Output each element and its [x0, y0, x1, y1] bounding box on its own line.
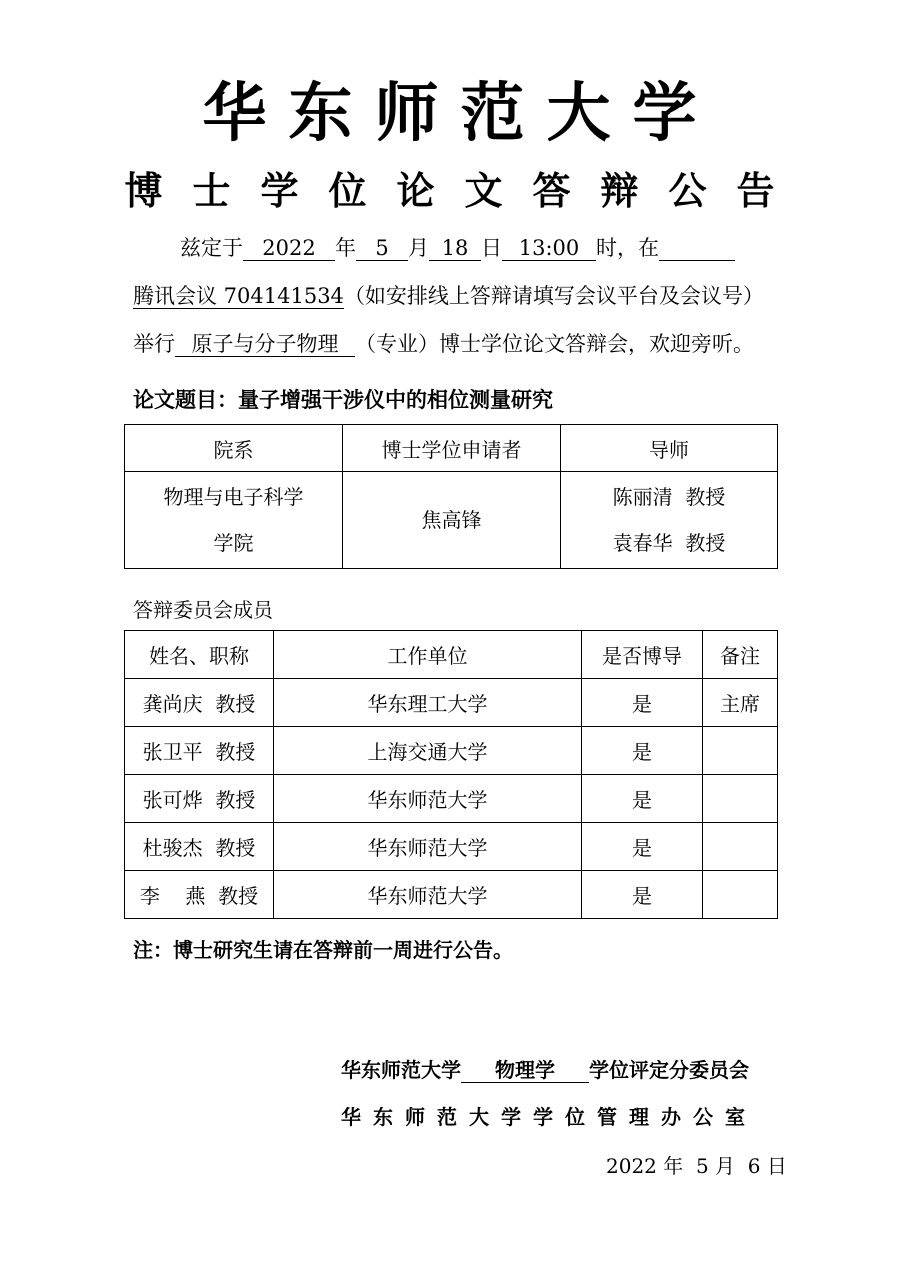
- member-name: 杜骏杰 教授: [125, 823, 274, 871]
- thesis-text: 量子增强干涉仪中的相位测量研究: [238, 387, 553, 412]
- table-row: [125, 679, 778, 727]
- held-suffix: （专业）博士学位论文答辩会，欢迎旁听。: [355, 332, 754, 356]
- table-header-row: [125, 425, 778, 472]
- table-row: [125, 727, 778, 775]
- member-supervisor: 是: [582, 775, 703, 823]
- signature-suffix: 学位评定分委员会: [589, 1058, 749, 1082]
- member-remark: [703, 823, 778, 871]
- signature-date: 2022 年 5 月 6 日: [606, 1154, 787, 1178]
- committee-signature: [341, 1054, 749, 1083]
- month-unit: 月: [408, 236, 429, 260]
- department-cell: [125, 472, 343, 569]
- member-name: 龚尚庆 教授: [125, 679, 274, 727]
- advisor-name: 袁春华 教授: [612, 531, 726, 555]
- table-row: [125, 871, 778, 919]
- committee-label: 答辩委员会成员: [133, 598, 273, 622]
- table-row: [125, 775, 778, 823]
- member-supervisor: 是: [582, 679, 703, 727]
- time-suffix: 时，在: [596, 236, 659, 260]
- table-row: [125, 823, 778, 871]
- prefix-text: 兹定于: [180, 236, 243, 260]
- member-remark: 主席: [703, 679, 778, 727]
- member-unit: 华东师范大学: [274, 871, 582, 919]
- signature-prefix: 华东师范大学: [341, 1058, 461, 1082]
- header-unit: 工作单位: [274, 631, 582, 679]
- applicant-table: [124, 424, 778, 569]
- member-supervisor: 是: [582, 871, 703, 919]
- office-signature: 华东师范大学学位管理办公室: [341, 1105, 757, 1129]
- member-remark: [703, 775, 778, 823]
- member-name: 李 燕 教授: [125, 871, 274, 919]
- major-line: [133, 328, 754, 358]
- member-unit: 上海交通大学: [274, 727, 582, 775]
- university-name: 华东师范大学: [202, 76, 719, 151]
- advisor-name: 陈丽清 教授: [612, 485, 726, 509]
- header-name: 姓名、职称: [125, 631, 274, 679]
- member-unit: 华东师范大学: [274, 823, 582, 871]
- member-remark: [703, 871, 778, 919]
- member-unit: 华东理工大学: [274, 679, 582, 727]
- time-field: 13:00: [502, 236, 596, 261]
- header-department: 院系: [125, 425, 343, 472]
- month-field: 5: [356, 236, 408, 261]
- header-applicant: 博士学位申请者: [343, 425, 561, 472]
- advisor-cell: [561, 472, 778, 569]
- location-line: [133, 280, 764, 310]
- member-unit: 华东师范大学: [274, 775, 582, 823]
- day-unit: 日: [481, 236, 502, 260]
- member-name: 张可烨 教授: [125, 775, 274, 823]
- thesis-title: [133, 384, 553, 414]
- location-hint: （如安排线上答辩请填写会议平台及会议号）: [343, 284, 764, 308]
- applicant-name: 焦高锋: [343, 472, 561, 569]
- header-remark: 备注: [703, 631, 778, 679]
- thesis-label: 论文题目：: [133, 387, 238, 412]
- table-row: [125, 472, 778, 569]
- footnote: 注：博士研究生请在答辩前一周进行公告。: [133, 938, 513, 962]
- held-prefix: 举行: [133, 332, 175, 356]
- blank-underline: [659, 236, 735, 261]
- department-line: 物理与电子科学: [163, 485, 304, 509]
- member-supervisor: 是: [582, 823, 703, 871]
- major-field: 原子与分子物理: [175, 332, 355, 357]
- day-field: 18: [429, 236, 481, 261]
- signature-subject: 物理学: [461, 1058, 589, 1083]
- member-name: 张卫平 教授: [125, 727, 274, 775]
- date-line: [180, 232, 735, 262]
- location-field: 腾讯会议 704141534: [133, 284, 344, 308]
- header-advisor: 导师: [561, 425, 778, 472]
- table-header-row: [125, 631, 778, 679]
- member-remark: [703, 727, 778, 775]
- year-field: 2022: [243, 236, 335, 261]
- committee-table: [124, 630, 778, 919]
- department-line: 学院: [213, 531, 254, 555]
- year-unit: 年: [335, 236, 356, 260]
- header-supervisor: 是否博导: [582, 631, 703, 679]
- announcement-title: 博士学位论文答辩公告: [124, 168, 805, 213]
- member-supervisor: 是: [582, 727, 703, 775]
